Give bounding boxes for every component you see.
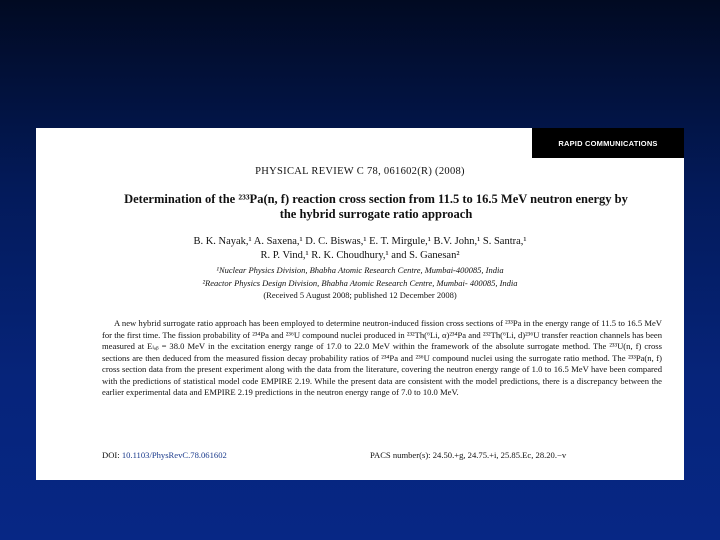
affiliation-2: ²Reactor Physics Design Division, Bhabha Atomic Research Centre, Mumbai- 400085, India xyxy=(202,278,518,288)
pacs-label: PACS number(s): xyxy=(370,450,431,460)
doi-link[interactable]: 10.1103/PhysRevC.78.061602 xyxy=(121,450,227,460)
author-list-line-1: B. K. Nayak,¹ A. Saxena,¹ D. C. Biswas,¹ E. T. Mirgule,¹ B.V. John,¹ S. Santra,¹ xyxy=(193,236,527,247)
journal-citation: PHYSICAL REVIEW C 78, 061602(R) (2008) xyxy=(255,166,465,177)
doi-label: DOI: xyxy=(102,450,120,460)
affiliation-1: ¹Nuclear Physics Division, Bhabha Atomic Research Centre, Mumbai-400085, India xyxy=(216,265,504,275)
author-list-line-2: R. P. Vind,¹ R. K. Choudhury,¹ and S. Ganesan² xyxy=(260,250,460,261)
doi xyxy=(102,450,227,460)
received-published-dates: (Received 5 August 2008; published 12 December 2008) xyxy=(263,290,457,300)
pacs-numbers xyxy=(370,450,566,460)
abstract-text: A new hybrid surrogate ratio approach has been employed to determine neutron-induced fission cross sections of ²³³Pa in the energy range of 11.5 to 16.5 MeV for the first time. The fission probability of ²³⁴Pa and ²³⁶U compound nuclei produced in ²³²Th(⁶Li, α)²³⁴Pa and ²³²Th(⁶Li, d)²³⁶U transfer reaction channels has been measured at Eₗₐᵦ = 38.0 MeV in the excitation energy range of 17.0 to 22.0 MeV within the framework of the absolute surrogate method. The ²³³U(n, f) cross sections are then deduced from the measured fission decay probability ratios of ²³⁴Pa and ²³⁶U compound nuclei using the surrogate ratio method. The ²³³Pa(n, f) cross section data from the present experiment along with the data from the literature, covering the neutron energy range of 1.0 to 16.5 MeV have been compared with the predictions of statistical model code EMPIRE 2.19. While the present data are consistent with the model predictions, there is a discrepancy between the earlier experimental data and EMPIRE 2.19 predictions in the neutron energy range of 7.0 to 10.0 MeV. xyxy=(102,318,662,397)
paper-page xyxy=(36,128,684,480)
rapid-communications-badge: RAPID COMMUNICATIONS xyxy=(532,128,684,158)
pacs-value: 24.50.+g, 24.75.+i, 25.85.Ec, 28.20.−v xyxy=(432,450,567,460)
abstract xyxy=(102,318,662,399)
paper-title: Determination of the ²³³Pa(n, f) reaction cross section from 11.5 to 16.5 MeV neutron energy by the hybrid surrogate ratio approach xyxy=(124,192,628,221)
